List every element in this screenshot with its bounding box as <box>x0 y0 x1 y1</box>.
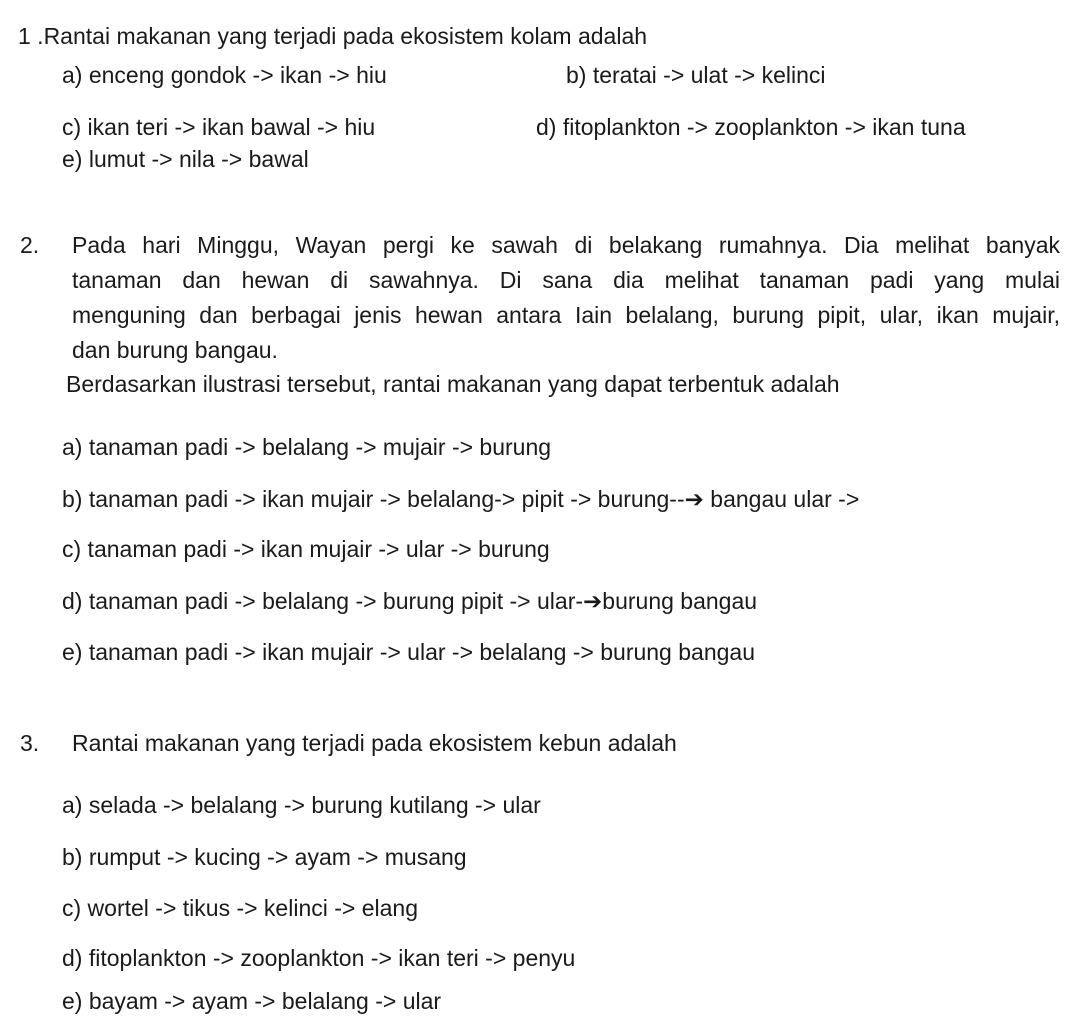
question-3-number: 3. <box>20 730 40 756</box>
q2-option-c: c) tanaman padi -> ikan mujair -> ular -> burung <box>62 536 550 562</box>
q1-option-b: b) teratai -> ulat -> kelinci <box>566 62 826 88</box>
q2-stem-line-2: tanaman dan hewan di sawahnya. Di sana dia melihat tanaman padi yang mulai <box>72 267 1060 293</box>
question-2-number: 2. <box>20 232 40 258</box>
q3-option-c: c) wortel -> tikus -> kelinci -> elang <box>62 895 418 921</box>
q1-option-a: a) enceng gondok -> ikan -> hiu <box>62 62 387 88</box>
q1-option-c: c) ikan teri -> ikan bawal -> hiu <box>62 114 376 140</box>
question-1-stem: 1 .Rantai makanan yang terjadi pada ekosistem kolam adalah <box>18 23 648 49</box>
q2-option-a: a) tanaman padi -> belalang -> mujair -> burung <box>62 434 552 460</box>
q1-option-e: e) lumut -> nila -> bawal <box>62 146 309 172</box>
q2-option-b: b) tanaman padi -> ikan mujair -> belalang-> pipit -> burung--➔ bangau ular -> <box>62 486 860 512</box>
q2-stem-line-3: menguning dan berbagai jenis hewan antara Iain belalang, burung pipit, ular, ikan mujair, <box>72 302 1060 328</box>
q2-question: Berdasarkan ilustrasi tersebut, rantai makanan yang dapat terbentuk adalah <box>66 371 840 397</box>
q2-stem-line-1: Pada hari Minggu, Wayan pergi ke sawah di belakang rumahnya. Dia melihat banyak <box>72 232 1060 258</box>
q2-stem-line-4: dan burung bangau. <box>72 337 278 363</box>
q3-option-a: a) selada -> belalang -> burung kutilang -> ular <box>62 792 541 818</box>
q1-option-d: d) fitoplankton -> zooplankton -> ikan tuna <box>536 114 966 140</box>
q2-option-d: d) tanaman padi -> belalang -> burung pipit -> ular-➔burung bangau <box>62 588 758 614</box>
q2-option-e: e) tanaman padi -> ikan mujair -> ular -> belalang -> burung bangau <box>62 639 755 665</box>
question-3-stem: Rantai makanan yang terjadi pada ekosistem kebun adalah <box>72 730 677 756</box>
q3-option-b: b) rumput -> kucing -> ayam -> musang <box>62 844 467 870</box>
q3-option-d: d) fitoplankton -> zooplankton -> ikan teri -> penyu <box>62 945 576 971</box>
q3-option-e: e) bayam -> ayam -> belalang -> ular <box>62 988 442 1014</box>
